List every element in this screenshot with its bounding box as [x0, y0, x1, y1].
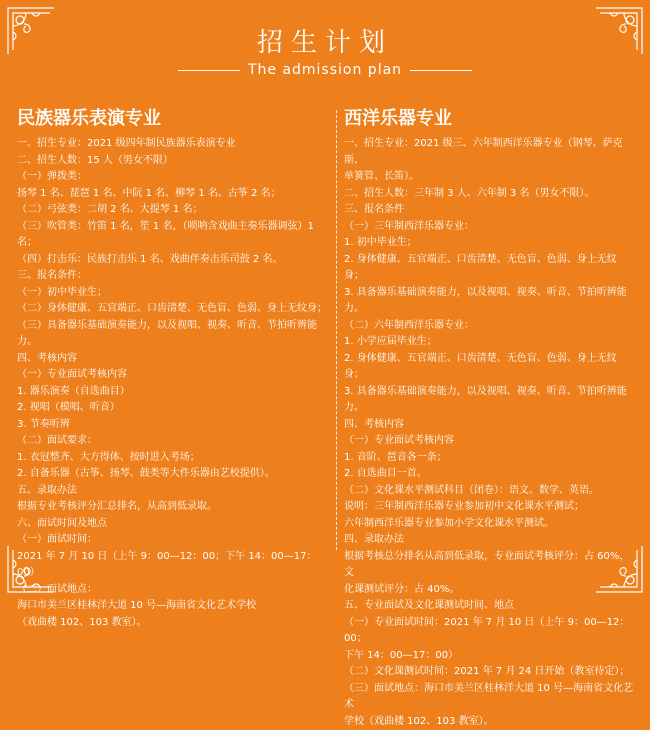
text-line: 根据专业考核评分汇总排名，从高到低录取。 — [17, 499, 327, 516]
text-line: （二）面试地点： — [17, 582, 327, 599]
text-line: 3. 具备器乐基础演奏能力，以及视唱、视奏、听音、节拍听辨能力。 — [344, 384, 636, 417]
text-line: （二）面试要求： — [17, 433, 327, 450]
text-line: 下午 14：00—17：00） — [344, 648, 636, 665]
text-line: 学校（戏曲楼 102、103 教室）。 — [344, 714, 636, 730]
section-heading: 民族器乐表演专业 — [17, 108, 327, 130]
text-line: （三）面试地点：海口市美兰区桂林洋大道 10 号—海南省文化艺术 — [344, 681, 636, 714]
text-line: （一）三年制西洋乐器专业： — [344, 219, 636, 236]
text-line: 四、考核内容 — [17, 351, 327, 368]
text-line: 一、招生专业：2021 级三、六年制西洋乐器专业（钢琴、萨克斯、 — [344, 136, 636, 169]
page-header — [0, 28, 650, 78]
text-line: （一）专业面试时间：2021 年 7 月 10 日（上午 9：00—12：00； — [344, 615, 636, 648]
text-line: （二）文化课测试时间：2021 年 7 月 24 日开始（教室待定）； — [344, 664, 636, 681]
text-line: （二）文化课水平测试科目（闭卷）：语文、数学、英语。 — [344, 483, 636, 500]
text-line: 三、报名条件 — [344, 202, 636, 219]
text-line: （三）吹管类：竹笛 1 名，笙 1 名，（唢呐含戏曲主奏乐器调弦）1 名； — [17, 219, 327, 252]
text-line: 1. 音阶、琶音各一条； — [344, 450, 636, 467]
section-folk-instruments — [17, 108, 327, 631]
section-body — [344, 136, 636, 730]
section-heading: 西洋乐器专业 — [344, 108, 636, 130]
text-line: 2. 身体健康、五官端正、口齿清楚、无色盲、色弱、身上无纹身； — [344, 351, 636, 384]
text-line: 六年制西洋乐器专业参加小学文化课水平测试。 — [344, 516, 636, 533]
text-line: （二）弓弦类：二胡 2 名、大提琴 1 名； — [17, 202, 327, 219]
text-line: 五、录取办法 — [17, 483, 327, 500]
text-line: （三）具备器乐基础演奏能力，以及视唱、视奏、听音、节拍听辨能力。 — [17, 318, 327, 351]
text-line: 根据考核总分排名从高到低录取，专业面试考核评分：占 60%，文 — [344, 549, 636, 582]
text-line: 单簧管、长笛）。 — [344, 169, 636, 186]
text-line: 3. 具备器乐基础演奏能力，以及视唱、视奏、听音、节拍听辨能力。 — [344, 285, 636, 318]
text-line: （一）专业面试考核内容 — [344, 433, 636, 450]
text-line: （戏曲楼 102、103 教室）。 — [17, 615, 327, 632]
text-line: 四、考核内容 — [344, 417, 636, 434]
column-divider — [336, 110, 337, 550]
text-line: 1. 衣冠整齐、大方得体、按时进入考场； — [17, 450, 327, 467]
text-line: 化课测试评分：占 40%。 — [344, 582, 636, 599]
text-line: 说明：三年制西洋乐器专业参加初中文化课水平测试； — [344, 499, 636, 516]
text-line: 二、招生人数：三年制 3 人、六年制 3 名（男女不限）。 — [344, 186, 636, 203]
text-line: （二）身体健康、五官端正、口齿清楚、无色盲、色弱、身上无纹身； — [17, 301, 327, 318]
text-line: 2. 自选曲目一首。 — [344, 466, 636, 483]
page-subtitle: The admission plan — [248, 62, 402, 78]
text-line: 扬琴 1 名、琵琶 1 名、中阮 1 名、柳琴 1 名、古筝 2 名； — [17, 186, 327, 203]
text-line: （一）弹拨类： — [17, 169, 327, 186]
text-line: 3. 节奏听辨 — [17, 417, 327, 434]
section-body — [17, 136, 327, 631]
text-line: 2. 自备乐器（古筝、扬琴、鼓类等大件乐器由艺校提供）。 — [17, 466, 327, 483]
section-western-instruments — [344, 108, 636, 730]
text-line: （一）专业面试考核内容 — [17, 367, 327, 384]
text-line: 2021 年 7 月 10 日（上午 9：00—12：00；下午 14：00—17：00） — [17, 549, 327, 582]
text-line: （四）打击乐：民族打击乐 1 名、戏曲伴奏击乐司鼓 2 名。 — [17, 252, 327, 269]
text-line: 1. 初中毕业生； — [344, 235, 636, 252]
page-title: 招生计划 — [0, 28, 650, 58]
text-line: 海口市美兰区桂林洋大道 10 号—海南省文化艺术学校 — [17, 598, 327, 615]
text-line: 四、录取办法 — [344, 532, 636, 549]
text-line: 六、面试时间及地点 — [17, 516, 327, 533]
text-line: （一）面试时间： — [17, 532, 327, 549]
text-line: 1. 小学应届毕业生； — [344, 334, 636, 351]
text-line: 2. 视唱（模唱、听音） — [17, 400, 327, 417]
subtitle-row — [0, 62, 650, 78]
divider-line — [410, 70, 472, 71]
text-line: 三、报名条件： — [17, 268, 327, 285]
text-line: 二、招生人数：15 人（男女不限） — [17, 153, 327, 170]
text-line: 五、专业面试及文化课测试时间、地点 — [344, 598, 636, 615]
text-line: 2. 身体健康、五官端正、口齿清楚、无色盲、色弱、身上无纹身； — [344, 252, 636, 285]
text-line: （一）初中毕业生； — [17, 285, 327, 302]
text-line: 一、招生专业：2021 级四年制民族器乐表演专业 — [17, 136, 327, 153]
text-line: （二）六年制西洋乐器专业： — [344, 318, 636, 335]
divider-line — [178, 70, 240, 71]
text-line: 1. 器乐演奏（自选曲目） — [17, 384, 327, 401]
